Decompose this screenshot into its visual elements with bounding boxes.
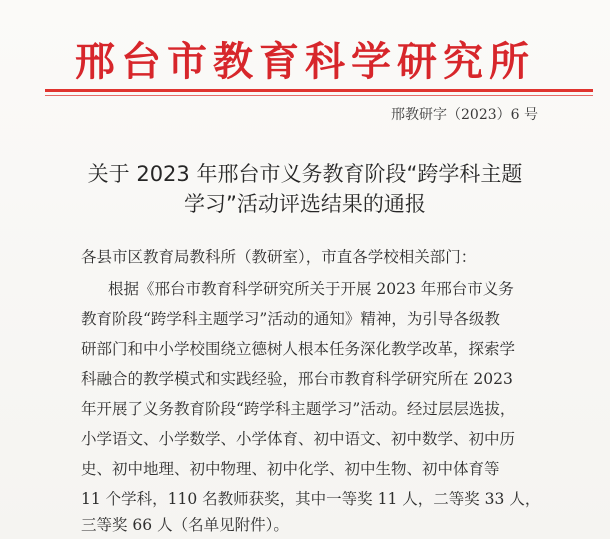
body-line: 三等奖 66 人（名单见附件）。: [81, 516, 289, 534]
document-number: 邢教研字（2023）6 号: [391, 107, 538, 123]
body-line: 根据《邢台市教育科学研究所关于开展 2023 年邢台市义务: [108, 280, 514, 298]
body-line: 研部门和中小学校围绕立德树人根本任务深化教学改革，探索学: [81, 340, 516, 358]
document-title-line-2: 学习”活动评选结果的通报: [184, 192, 426, 216]
header-divider-thick: [45, 89, 593, 92]
body-line: 史、初中地理、初中物理、初中化学、初中生物、初中体育等: [81, 460, 500, 478]
body-line: 11 个学科，110 名教师获奖，其中一等奖 11 人，二等奖 33 人，: [81, 490, 541, 508]
body-line: 科融合的教学模式和实践经验，邢台市教育科学研究所在 2023: [81, 370, 513, 388]
document-title-line-1: 关于 2023 年邢台市义务教育阶段“跨学科主题: [87, 162, 523, 186]
organization-header: 邢台市教育科学研究所: [75, 39, 535, 85]
body-line: 年开展了义务教育阶段“跨学科主题学习”活动。经过层层选拔，: [81, 400, 516, 418]
salutation: 各县市区教育局教科所（教研室），市直各学校相关部门：: [81, 248, 477, 266]
body-line: 小学语文、小学数学、小学体育、初中语文、初中数学、初中历: [81, 430, 516, 448]
header-divider-thin: [45, 95, 593, 96]
body-line: 教育阶段“跨学科主题学习”活动的通知》精神，为引导各级教: [81, 310, 500, 328]
